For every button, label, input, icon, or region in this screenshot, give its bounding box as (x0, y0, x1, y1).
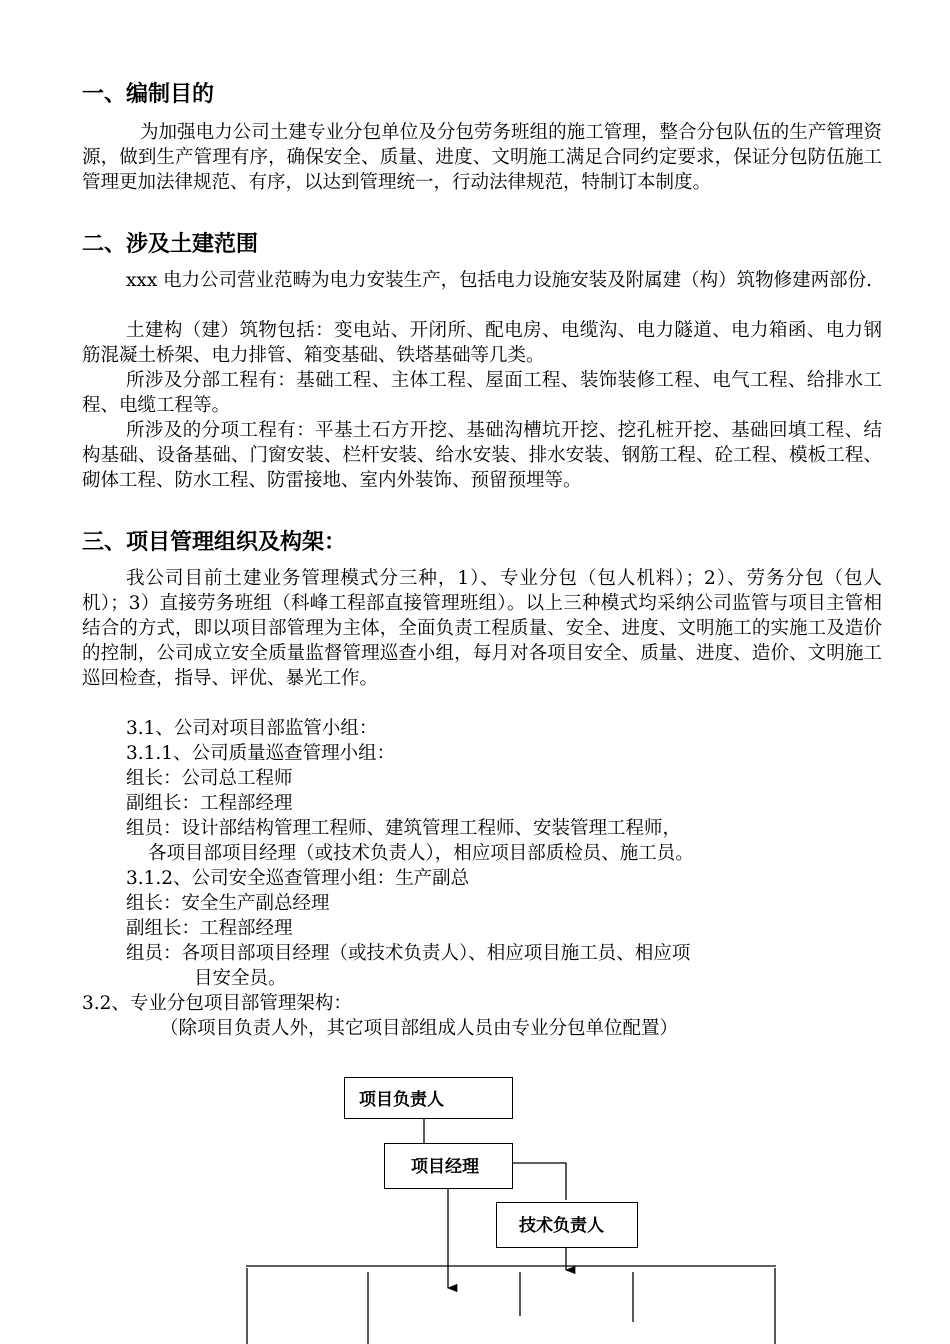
safety-team-members-cont: 目安全员。 (194, 968, 287, 989)
safety-team-leader: 组长：安全生产副总经理 (126, 893, 330, 914)
subsection-3-1: 3.1、公司对项目部监管小组： (126, 718, 378, 739)
org-chart (0, 1060, 950, 1344)
scope-paragraph-4: 所涉及的分项工程有：平基土石方开挖、基础沟槽坑开挖、挖孔桩开挖、基础回填工程、结构基础、设备基础、门窗安装、栏杆安装、给水安装、排水安装、钢筋工程、砼工程、模板工程、砌体工程、防水工程、防雷接地、室内外装饰、预留预埋等。 (82, 420, 882, 491)
quality-team-members: 组员：设计部结构管理工程师、建筑管理工程师、安装管理工程师， (126, 818, 682, 839)
section-heading-2: 二、涉及土建范围 (82, 232, 259, 257)
quality-team-leader: 组长：公司总工程师 (126, 768, 293, 789)
subsection-3-1-2: 3.1.2、公司安全巡查管理小组：生产副总 (126, 868, 470, 889)
org-box-project-leader (344, 1077, 513, 1119)
section-heading-3: 三、项目管理组织及构架： (82, 530, 347, 555)
org-box-technical-lead (496, 1202, 638, 1248)
org-box-project-manager (384, 1143, 513, 1189)
subsection-3-2: 3.2、专业分包项目部管理架构： (82, 993, 352, 1014)
safety-team-deputy: 副组长：工程部经理 (126, 918, 293, 939)
safety-team-members: 组员：各项目部项目经理（或技术负责人）、相应项目施工员、相应项 (126, 943, 691, 964)
subsection-3-1-1: 3.1.1、公司质量巡查管理小组： (126, 743, 396, 764)
connector-manager-to-tech (512, 1163, 566, 1200)
section-1-paragraph: 为加强电力公司土建专业分包单位及分包劳务班组的施工管理，整合分包队伍的生产管理资源，做到生产管理有序，确保安全、质量、进度、文明施工满足合同约定要求，保证分包防伍施工管理更加法律规范、有序，以达到管理统一，行动法律规范，特制订本制度。 (82, 122, 882, 193)
quality-team-deputy: 副组长：工程部经理 (126, 793, 293, 814)
section-heading-1: 一、编制目的 (82, 82, 215, 107)
org-box-project-leader-label: 项目负责人 (359, 1090, 444, 1110)
subcontract-note: （除项目负责人外，其它项目部组成人员由专业分包单位配置） (160, 1018, 679, 1039)
scope-paragraph-1: xxx 电力公司营业范畴为电力安装生产，包括电力设施安装及附属建（构）筑物修建两部份. (126, 270, 873, 291)
org-box-technical-lead-label: 技术负责人 (519, 1216, 604, 1236)
scope-paragraph-3: 所涉及分部工程有：基础工程、主体工程、屋面工程、装饰装修工程、电气工程、给排水工程、电缆工程等。 (82, 370, 882, 416)
management-paragraph: 我公司目前土建业务管理模式分三种，1）、专业分包（包人机料）；2）、劳务分包（包人机）；3）直接劳务班组（科峰工程部直接管理班组）。以上三种模式均采纳公司监管与项目主管相结合的方式，即以项目部管理为主体，全面负责工程质量、安全、进度、文明施工的实施工及造价的控制，公司成立安全质量监督管理巡查小组，每月对各项目安全、质量、进度、造价、文明施工巡回检查，指导、评优、暴光工作。 (82, 568, 882, 689)
scope-paragraph-2: 土建构（建）筑物包括：变电站、开闭所、配电房、电缆沟、电力隧道、电力箱函、电力钢筋混凝土桥架、电力排管、箱变基础、铁塔基础等几类。 (82, 320, 882, 366)
org-box-project-manager-label: 项目经理 (411, 1157, 479, 1177)
quality-team-members-cont: 各项目部项目经理（或技术负责人），相应项目部质检员、施工员。 (148, 843, 694, 864)
